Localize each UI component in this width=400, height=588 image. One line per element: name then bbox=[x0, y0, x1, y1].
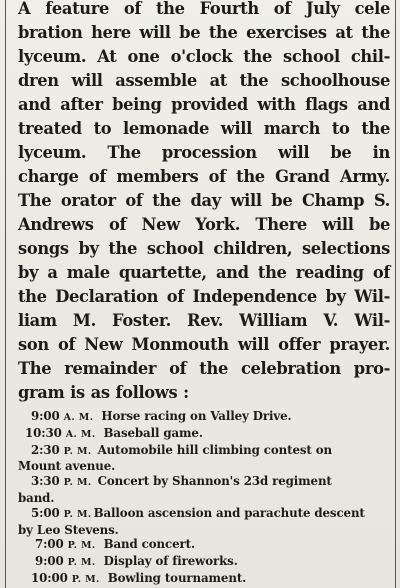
program-event-continued: band. bbox=[18, 490, 55, 505]
program-ampm: P. M. bbox=[67, 540, 96, 552]
program-time: 2:30 P. M. bbox=[31, 442, 92, 457]
program-event-continued: by Leo Stevens. bbox=[18, 522, 119, 537]
program-event: Band concert. bbox=[103, 537, 195, 552]
article-line: charge of members of the Grand Army. bbox=[18, 167, 390, 186]
program-event: Horse racing on Valley Drive. bbox=[101, 409, 292, 423]
article-line: dren will assemble at the schoolhouse bbox=[18, 71, 390, 90]
program-time: 5:00 P. M. bbox=[31, 505, 92, 520]
program-item bbox=[18, 571, 390, 588]
program-item bbox=[18, 409, 390, 426]
program-ampm: A. M. bbox=[65, 428, 96, 440]
program-event: Concert by Shannon's 23d regiment bbox=[97, 474, 332, 489]
program-schedule bbox=[18, 409, 390, 588]
program-event: Balloon ascension and parachute descent bbox=[93, 505, 365, 520]
article-line: bration here will be the exercises at the bbox=[18, 23, 390, 42]
article-line: gram is as follows : bbox=[18, 383, 189, 402]
article-line: A feature of the Fourth of July cele bbox=[18, 0, 390, 18]
program-item bbox=[18, 443, 390, 460]
program-item bbox=[18, 474, 390, 491]
program-ampm: P. M. bbox=[63, 508, 92, 520]
article-line: lyceum. At one o'clock the school chil- bbox=[18, 47, 390, 66]
program-time: 10:00 P. M. bbox=[31, 570, 100, 585]
article-paragraph bbox=[18, 0, 390, 405]
article-line: The remainder of the celebration pro- bbox=[18, 359, 390, 378]
program-event: Display of fireworks. bbox=[103, 554, 238, 569]
article-line: and after being provided with flags and bbox=[18, 95, 390, 114]
program-time: 10:30 A. M. bbox=[25, 425, 96, 440]
program-event: Baseball game. bbox=[103, 425, 203, 440]
article-line: The orator of the day will be Champ S. bbox=[18, 191, 390, 210]
program-time: 7:00 P. M. bbox=[35, 537, 96, 552]
program-time: 9:00 P. M. bbox=[35, 554, 96, 569]
article-line: liam M. Foster. Rev. William V. Wil- bbox=[18, 311, 390, 330]
column-rule-right bbox=[395, 0, 396, 588]
program-item bbox=[18, 426, 390, 443]
program-ampm: P. M. bbox=[63, 477, 92, 489]
article-line: by a male quartette, and the reading of bbox=[18, 263, 390, 282]
program-item bbox=[18, 506, 390, 523]
article-line: Andrews of New York. There will be bbox=[18, 215, 390, 234]
article-line: lyceum. The procession will be in bbox=[18, 143, 390, 162]
program-time: 9:00 A. M. bbox=[31, 409, 94, 423]
article-body bbox=[18, 0, 390, 405]
program-event: Automobile hill climbing contest on bbox=[97, 442, 332, 457]
program-ampm: A. M. bbox=[63, 412, 94, 423]
program-item bbox=[18, 537, 390, 554]
program-ampm: P. M. bbox=[63, 445, 92, 457]
column-rule-left bbox=[5, 0, 6, 588]
article-line: songs by the school children, selections bbox=[18, 239, 390, 258]
program-event-continued: Mount avenue. bbox=[18, 459, 116, 474]
article-line: treated to lemonade will march to the bbox=[18, 119, 390, 138]
program-ampm: P. M. bbox=[67, 557, 96, 569]
program-ampm: P. M. bbox=[71, 573, 100, 585]
program-time: 3:30 P. M. bbox=[31, 474, 92, 489]
article-line: son of New Monmouth will offer prayer. bbox=[18, 335, 390, 354]
program-event: Bowling tournament. bbox=[107, 570, 247, 585]
program-item bbox=[18, 554, 390, 571]
article-line: the Declaration of Independence by Wil- bbox=[18, 287, 390, 306]
